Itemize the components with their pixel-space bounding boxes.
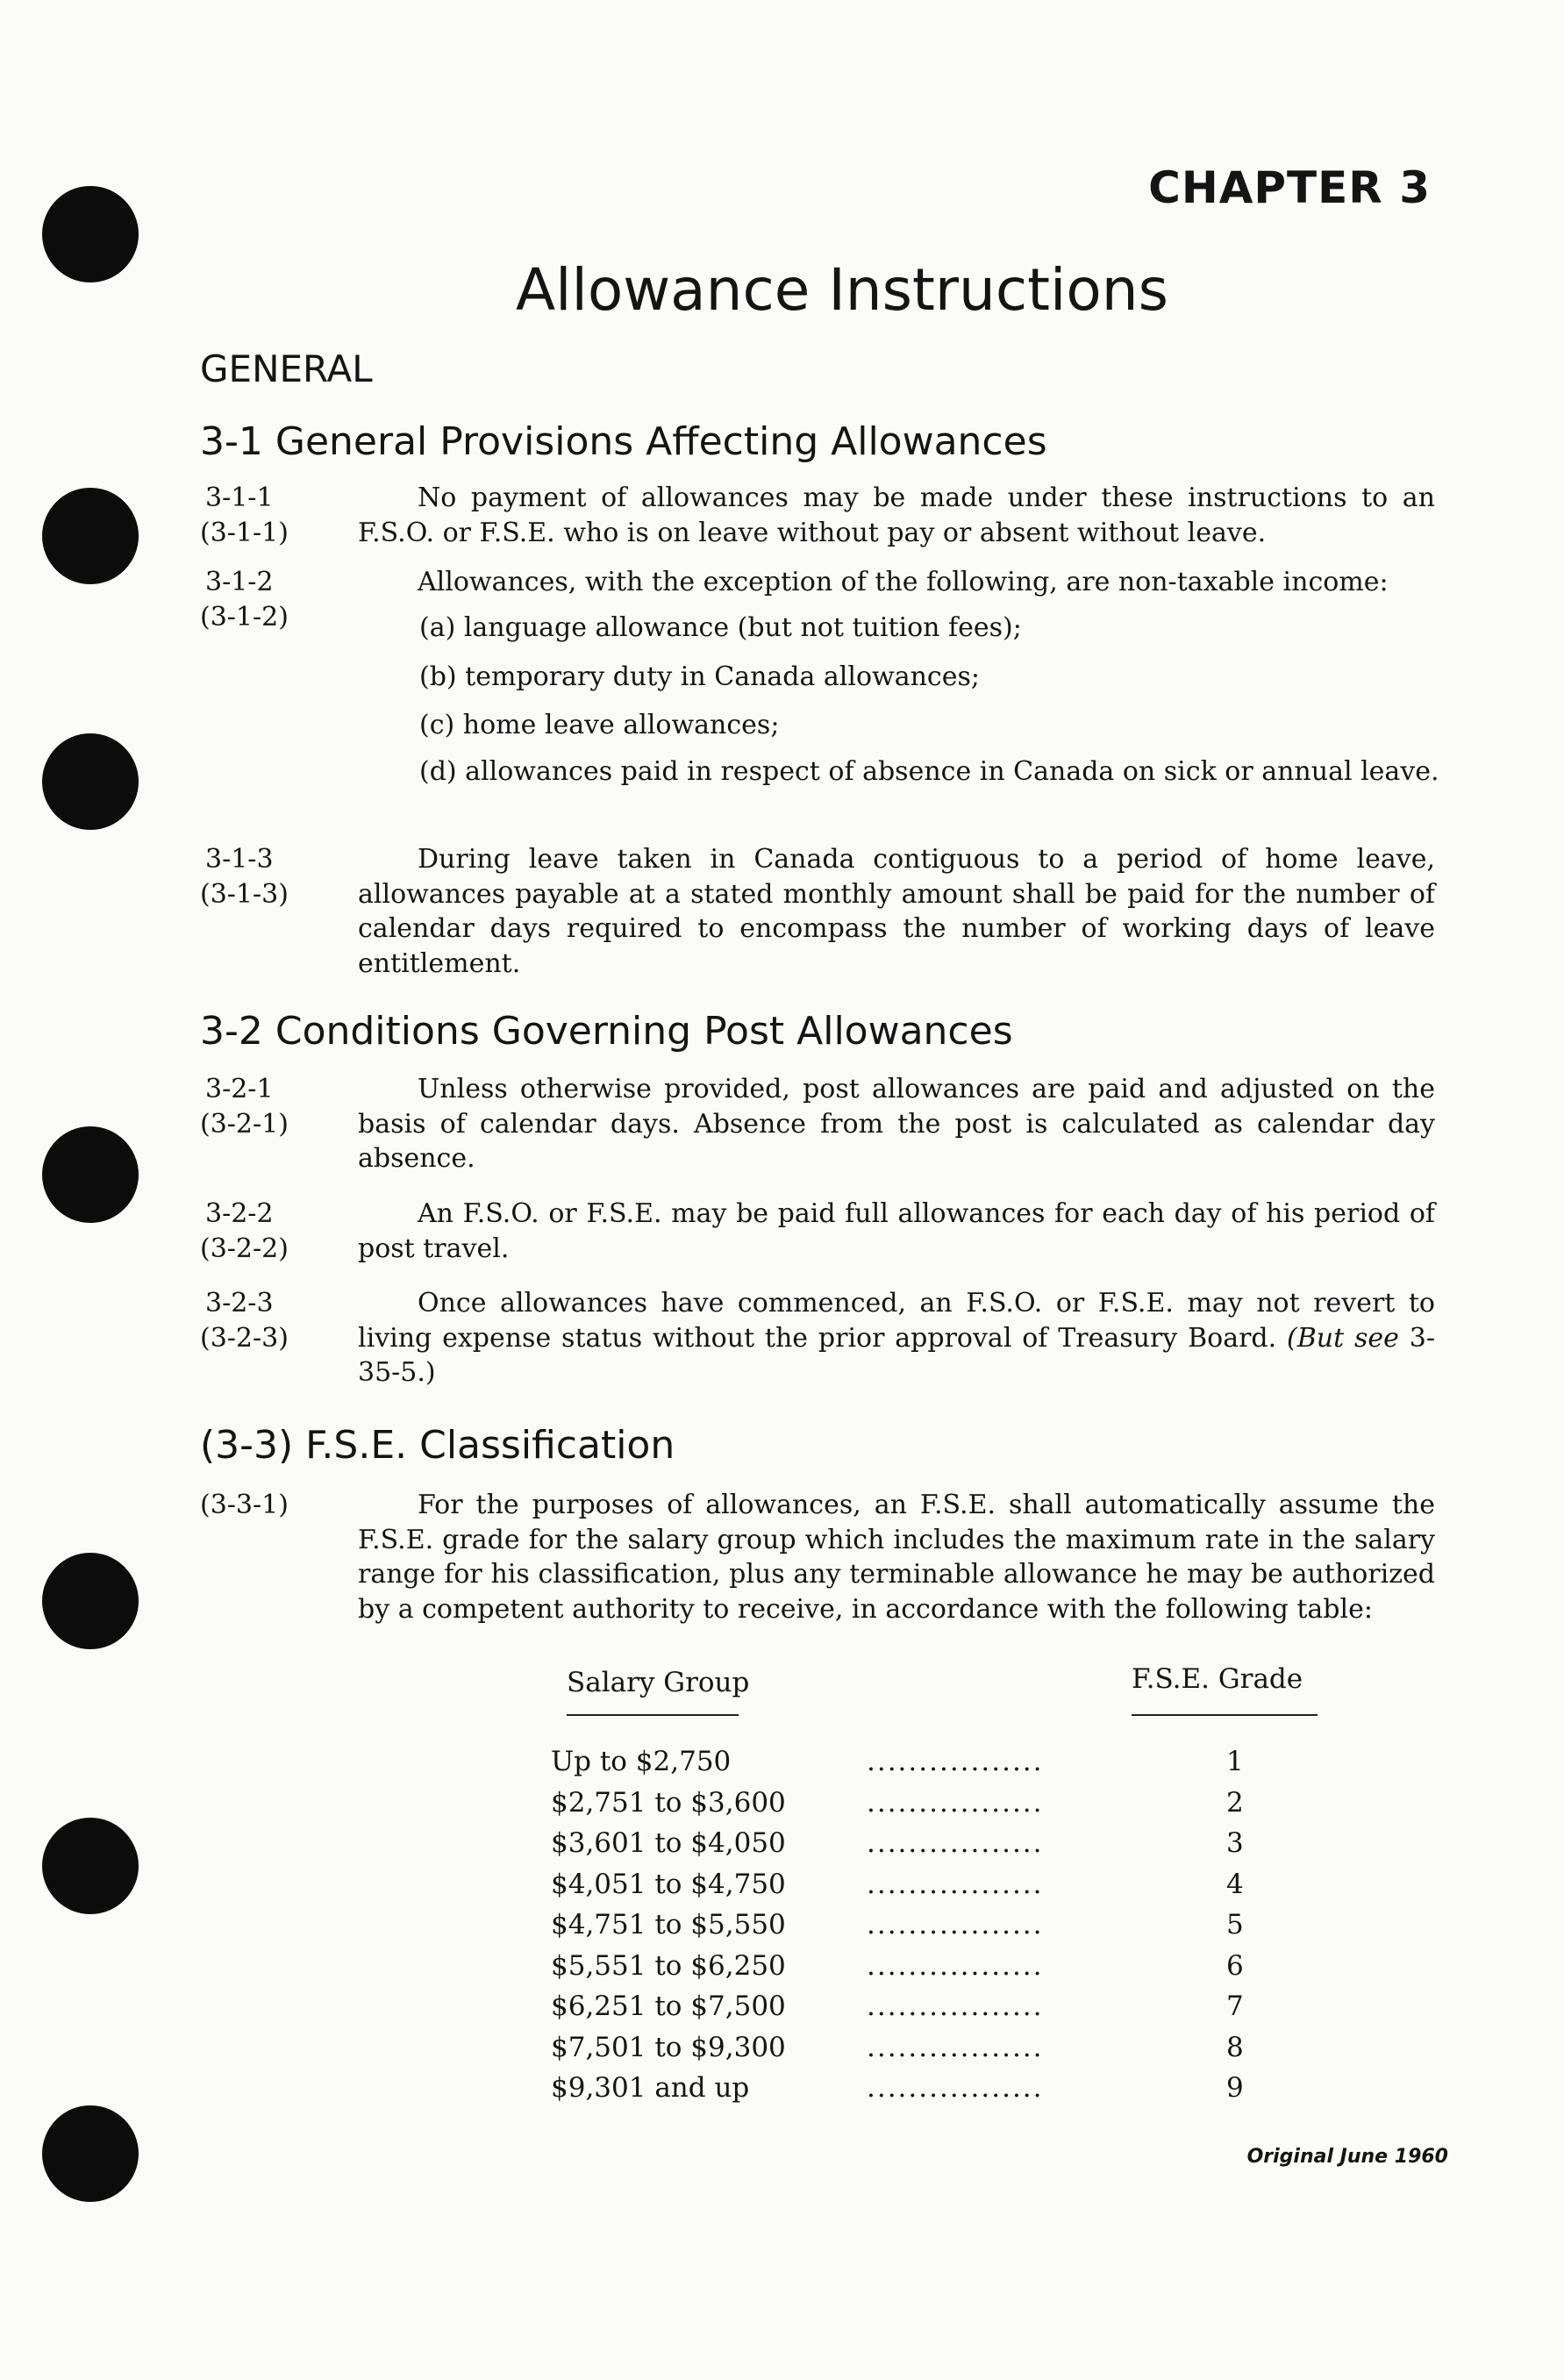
para-old-number: (3-2-3)	[200, 1323, 289, 1354]
grade-value: 1	[1226, 1746, 1244, 1777]
section-general: GENERAL	[200, 347, 373, 390]
footer-date: Original June 1960	[1246, 2146, 1448, 2168]
leader-dots: .................	[867, 1868, 1044, 1900]
para-number: 3-1-2	[205, 567, 274, 597]
paragraph-3-1-2: Allowances, with the exception of the following, are non-taxable income:	[418, 567, 1389, 597]
para-number: 3-2-3	[205, 1288, 274, 1319]
grade-value: 7	[1226, 1990, 1244, 2022]
para-old-number: (3-1-3)	[200, 879, 289, 910]
binder-hole	[42, 186, 139, 282]
paragraph-3-2-2: An F.S.O. or F.S.E. may be paid full allowances for each day of his period of post travel.	[358, 1198, 1435, 1264]
salary-range: $4,751 to $5,550	[551, 1909, 786, 1940]
table-row	[551, 2032, 1270, 2072]
grade-value: 4	[1226, 1868, 1244, 1900]
paragraph-text: Once allowances have commenced, an F.S.O. or F.S.E. may not revert to living expense status without the prior approval of Treasury Board.	[358, 1288, 1435, 1354]
section-heading-3-3: (3-3) F.S.E. Classification	[200, 1423, 675, 1468]
table-header-fse-grade: F.S.E. Grade	[1132, 1663, 1303, 1695]
grade-value: 3	[1226, 1827, 1244, 1859]
grade-value: 5	[1226, 1909, 1244, 1940]
salary-range: $4,051 to $4,750	[551, 1868, 786, 1900]
para-old-number: (3-3-1)	[200, 1490, 289, 1520]
para-old-number: (3-2-2)	[200, 1233, 289, 1264]
leader-dots: .................	[867, 1786, 1044, 1819]
salary-range: $5,551 to $6,250	[551, 1949, 786, 1982]
table-row	[551, 1787, 1270, 1827]
paragraph-3-2-3	[358, 1286, 1435, 1390]
table-row	[551, 2072, 1270, 2112]
table-header-salary-group: Salary Group	[567, 1667, 750, 1698]
salary-range: $6,251 to $7,500	[551, 1990, 786, 2022]
salary-range: $2,751 to $3,600	[551, 1786, 786, 1819]
page-title: Allowance Instructions	[516, 256, 1168, 324]
see-also-reference: 3-35-5.)	[358, 1322, 1435, 1388]
binder-hole	[42, 1126, 139, 1223]
see-also-note: (But see	[1287, 1322, 1399, 1354]
list-item: (c) home leave allowances;	[419, 710, 780, 740]
table-row	[551, 1950, 1270, 1990]
leader-dots: .................	[867, 2031, 1044, 2063]
salary-range: $3,601 to $4,050	[551, 1827, 786, 1859]
list-item: (b) temporary duty in Canada allowances;	[419, 661, 980, 692]
para-number: 3-2-2	[205, 1198, 274, 1229]
salary-range: $9,301 and up	[551, 2072, 750, 2104]
section-heading-3-1: 3-1 General Provisions Affecting Allowances	[200, 419, 1047, 464]
grade-value: 6	[1226, 1949, 1244, 1982]
section-heading-3-2: 3-2 Conditions Governing Post Allowances	[200, 1009, 1013, 1054]
table-row	[551, 1827, 1270, 1868]
table-row	[551, 1869, 1270, 1909]
list-item: (d) allowances paid in respect of absence in Canada on sick or annual leave.	[419, 756, 1439, 787]
leader-dots: .................	[867, 2072, 1044, 2104]
paragraph-3-2-1: Unless otherwise provided, post allowances are paid and adjusted on the basis of calendar days. Absence from the post is calculated as calendar day absence.	[358, 1074, 1435, 1174]
table-row	[551, 1909, 1270, 1949]
grade-value: 8	[1226, 2031, 1244, 2063]
binder-hole	[42, 2105, 139, 2202]
paragraph-3-1-3: During leave taken in Canada contiguous to a period of home leave, allowances payable at a stated monthly amount shall be paid for the number of calendar days required to encompass the number of working days of leave entitlement.	[358, 844, 1435, 979]
binder-hole	[42, 733, 139, 830]
list-item: (a) language allowance (but not tuition fees);	[419, 612, 1022, 643]
binder-hole	[42, 1553, 139, 1649]
para-number: 3-1-3	[205, 844, 274, 875]
binder-hole	[42, 1818, 139, 1914]
salary-range: Up to $2,750	[551, 1746, 732, 1777]
leader-dots: .................	[867, 1949, 1044, 1982]
binder-hole	[42, 488, 139, 584]
table-row	[551, 1746, 1270, 1786]
header-underline	[567, 1714, 739, 1716]
table-row	[551, 1990, 1270, 2031]
para-old-number: (3-1-1)	[200, 518, 289, 548]
leader-dots: .................	[867, 1909, 1044, 1940]
chapter-label: CHAPTER 3	[1148, 162, 1431, 213]
grade-value: 9	[1226, 2072, 1244, 2104]
leader-dots: .................	[867, 1746, 1044, 1777]
para-number: 3-2-1	[205, 1074, 274, 1104]
para-old-number: (3-1-2)	[200, 602, 289, 633]
salary-range: $7,501 to $9,300	[551, 2031, 786, 2063]
leader-dots: .................	[867, 1990, 1044, 2022]
para-old-number: (3-2-1)	[200, 1109, 289, 1140]
grade-value: 2	[1226, 1786, 1244, 1819]
para-number: 3-1-1	[205, 482, 274, 513]
paragraph-3-1-1: No payment of allowances may be made under these instructions to an F.S.O. or F.S.E. who is on leave without pay or absent without leave.	[358, 482, 1435, 548]
paragraph-3-3-1: For the purposes of allowances, an F.S.E. shall automatically assume the F.S.E. grade for the salary group which includes the maximum rate in the salary range for his classification, plus any terminable allowance he may be authorized by a competent authority to receive, in accordance with the following table:	[358, 1490, 1435, 1625]
header-underline	[1132, 1714, 1318, 1716]
leader-dots: .................	[867, 1827, 1044, 1859]
